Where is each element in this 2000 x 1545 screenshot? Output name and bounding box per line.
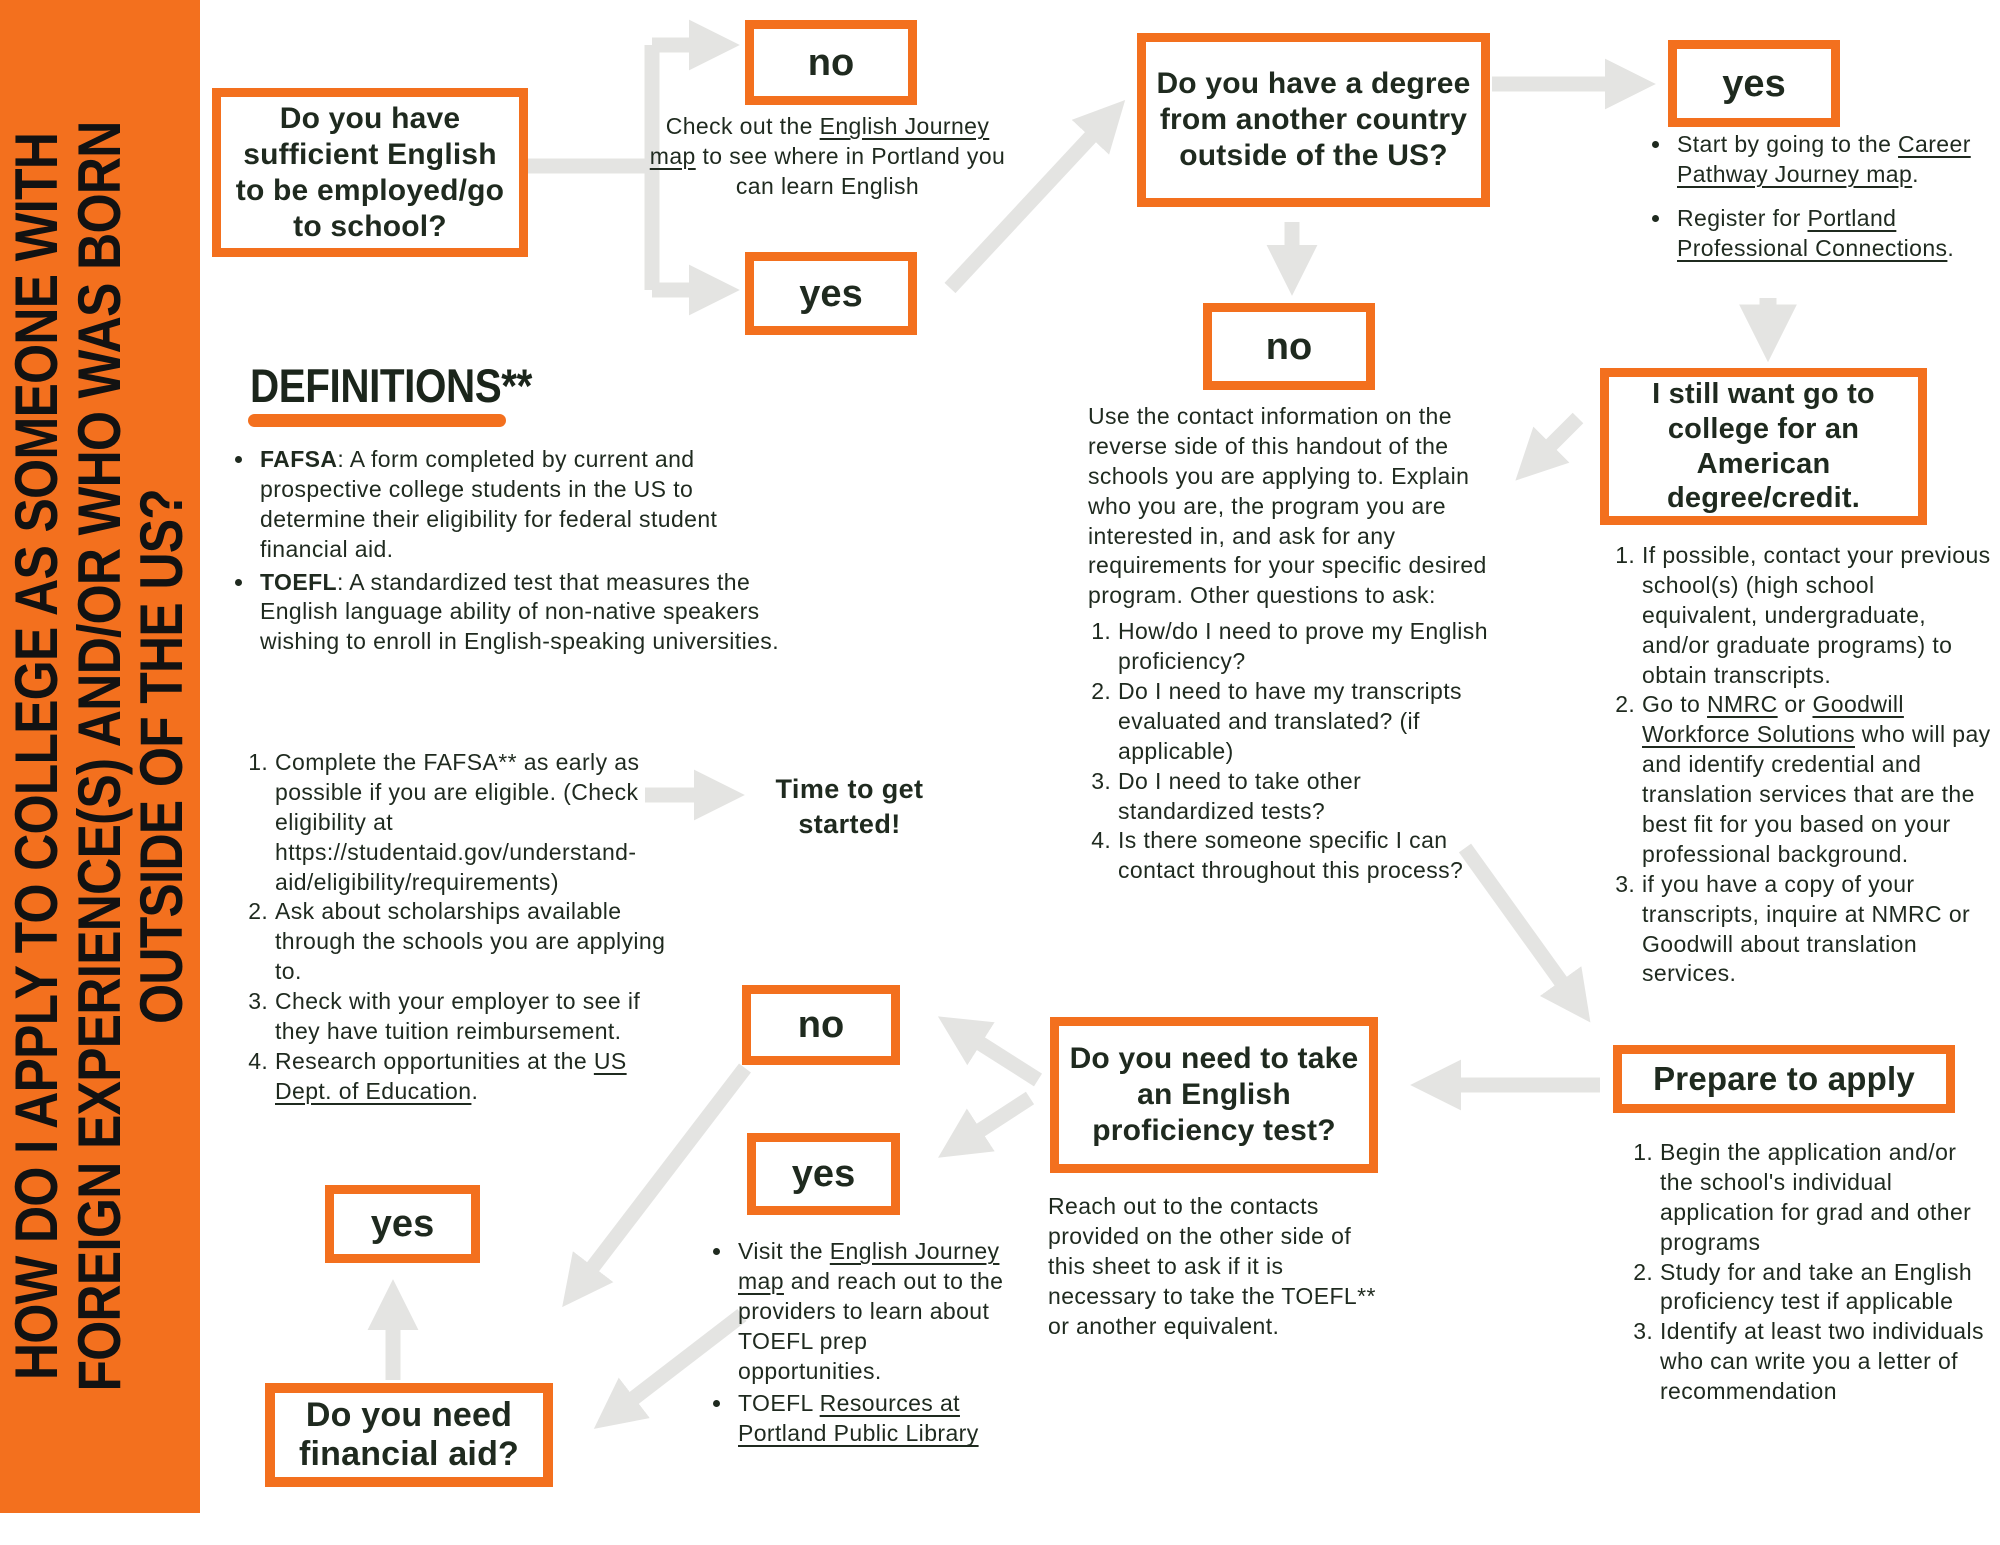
connector-bracket xyxy=(528,45,652,290)
box-prepare-to-apply xyxy=(1613,1045,1955,1113)
list-prepare-steps xyxy=(1630,1138,1992,1407)
link-english-journey-map[interactable]: English Journey map xyxy=(649,113,990,169)
no-label: no xyxy=(1265,325,1313,368)
q-degree-label: Do you have a degree from another country outside of the US? xyxy=(1156,67,1471,172)
list-item xyxy=(1642,541,1992,690)
list-definitions xyxy=(228,445,800,660)
link-toefl-resources-portland-public-library[interactable]: Resources at Portland Public Library xyxy=(738,1390,979,1447)
definitions-underline xyxy=(248,414,506,427)
link-goodwill-workforce-solutions[interactable]: Goodwill Workforce Solutions xyxy=(1642,691,1904,748)
list-item xyxy=(256,568,800,658)
text-segment: TOEFL xyxy=(738,1390,820,1417)
text-segment: If possible, contact your previous school(s) (high school equivalent, undergraduate, and/or graduate programs) to obtain transcripts. xyxy=(1642,542,1991,688)
box-no-sufficient-english xyxy=(745,20,917,105)
text-segment: who will pay and identify credential and translation services that are the best fit for you based on your professional background. xyxy=(1642,721,1991,867)
list-item: 1. How/do I need to prove my English proficiency? xyxy=(1118,617,1500,677)
text-check-out-english-journey xyxy=(645,112,1010,202)
text-segment: Start by going to the xyxy=(1677,131,1899,157)
list-degree-yes-actions xyxy=(1645,130,1997,278)
list-item xyxy=(1673,204,1997,264)
text-segment: Ask about scholarships available through the schools you are applying to. xyxy=(275,898,666,985)
yes-label: yes xyxy=(799,272,863,315)
arrow-still-want-to-no2-text xyxy=(1528,418,1578,468)
text-segment: : A standardized test that measures the English language ability of non-native speakers wishing to enroll in English-speaking universities. xyxy=(260,568,779,655)
link-english-journey-map-2[interactable]: English Journey map xyxy=(738,1238,1000,1294)
link-nmrc[interactable]: NMRC xyxy=(1707,691,1778,718)
text-segment: . xyxy=(1912,160,1919,187)
text-segment: . xyxy=(1947,234,1955,261)
still-want-label: I still want go to college for an American degree/credit. xyxy=(1652,377,1875,515)
link-us-dept-of-education[interactable]: US Dept. of Education xyxy=(275,1047,627,1104)
list-item: 4. Is there someone specific I can contact throughout this process? xyxy=(1118,826,1500,886)
page-title: HOW DO I APPLY TO COLLEGE AS SOMEONE WITH FOREIGN EXPERIENCE(S) AND/OR WHO WAS BORN OUTSIDE OF THE US? xyxy=(3,121,196,1392)
text-no-degree-guidance xyxy=(1088,402,1500,886)
list-still-want-steps xyxy=(1612,541,1992,989)
list-item: 1. Begin the application and/or the school's individual application for grad and other programs xyxy=(1660,1138,1992,1258)
no-label: no xyxy=(797,1004,845,1046)
box-still-want-college xyxy=(1600,368,1927,525)
box-q-financial-aid xyxy=(265,1383,553,1487)
list-item xyxy=(256,445,800,565)
text-segment: to see where in Portland you can learn English xyxy=(695,142,1006,199)
list-item: 2. Do I need to have my transcripts evaluated and translated? (if applicable) xyxy=(1118,677,1500,767)
q-financial-aid-label: Do you need financial aid? xyxy=(298,1395,520,1473)
box-no-degree xyxy=(1203,303,1375,390)
list-item: 2. Study for and take an English proficiency test if applicable xyxy=(1660,1258,1992,1318)
text-segment: : A form completed by current and prospective college students in the US to determine their eligibility for federal student financial aid. xyxy=(260,446,718,562)
definition-term: TOEFL xyxy=(260,568,337,595)
box-yes-financial-aid xyxy=(325,1185,480,1263)
yes-label: yes xyxy=(791,1153,856,1195)
box-q-degree xyxy=(1137,33,1490,207)
text-segment: Register for xyxy=(1677,204,1808,231)
definition-term: FAFSA xyxy=(260,446,338,472)
q-english-test-label: Do you need to take an English proficiency test? xyxy=(1069,1042,1359,1147)
text-segment: or xyxy=(1777,691,1813,718)
list-no-degree-questions xyxy=(1088,617,1500,886)
yes-label: yes xyxy=(370,1203,435,1245)
text-segment: if you have a copy of your transcripts, inquire at NMRC or Goodwill about translation services. xyxy=(1642,870,1971,987)
text-segment: Check with your employer to see if they have tuition reimbursement. xyxy=(275,988,641,1045)
no-label: no xyxy=(807,41,855,84)
list-financial-aid-steps xyxy=(245,748,667,1107)
text-segment: Go to xyxy=(1642,691,1708,718)
link-career-pathway-journey-map[interactable]: Career Pathway Journey map xyxy=(1677,131,1971,187)
box-q-english-test xyxy=(1050,1017,1378,1173)
sidebar-rotated-wrap xyxy=(0,0,200,1513)
box-no-test xyxy=(742,985,900,1065)
arrow-test-to-no3 xyxy=(953,1026,1038,1080)
paragraph: Use the contact information on the reverse side of this handout of the schools you are applying to. Explain who you are, the program you are interested in, and ask for any requirements for your specific desired program. Other questions to ask: xyxy=(1088,403,1487,609)
list-item xyxy=(734,1389,1008,1449)
link-portland-professional-connections[interactable]: Portland Professional Connections xyxy=(1677,204,1948,261)
list-item xyxy=(1642,690,1992,869)
text-segment: Complete the FAFSA** as early as possible if you are eligible. (Check eligibility at https://studentaid.gov/understand-aid/eligibility/requirements) xyxy=(275,749,640,895)
list-item xyxy=(1642,870,1992,990)
list-test-yes-actions xyxy=(706,1237,1008,1452)
list-item xyxy=(275,1047,667,1107)
text-test-note: Reach out to the contacts provided on the other side of this sheet to ask if it is necessary to take the TOEFL** or another equivalent. xyxy=(1048,1193,1376,1339)
list-item xyxy=(734,1237,1008,1386)
box-yes-degree xyxy=(1668,40,1840,127)
definitions-heading: DEFINITIONS** xyxy=(250,359,532,412)
list-item xyxy=(275,987,667,1047)
text-time-to-get-started: Time to get started! xyxy=(775,774,924,840)
box-yes-test xyxy=(747,1133,900,1215)
box-yes-sufficient-english xyxy=(745,252,917,335)
text-segment: and reach out to the providers to learn about TOEFL prep opportunities. xyxy=(738,1267,1004,1384)
q-sufficient-english-label: Do you have sufficient English to be employed/go to school? xyxy=(235,101,505,243)
sidebar xyxy=(0,0,200,1513)
text-segment: Research opportunities at the xyxy=(275,1047,594,1074)
list-item xyxy=(1673,130,1997,190)
list-item: 3. Identify at least two individuals who can write you a letter of recommendation xyxy=(1660,1317,1992,1407)
prepare-label: Prepare to apply xyxy=(1653,1060,1915,1098)
list-item xyxy=(275,897,667,987)
text-segment: Visit the xyxy=(738,1238,830,1264)
list-item: 3. Do I need to take other standardized tests? xyxy=(1118,767,1500,827)
text-segment: . xyxy=(471,1077,479,1104)
box-q-sufficient-english xyxy=(212,88,528,257)
arrow-test-to-yes3 xyxy=(953,1098,1030,1148)
text-segment: Check out the xyxy=(665,113,820,139)
yes-label: yes xyxy=(1722,62,1786,105)
list-item xyxy=(275,748,667,897)
